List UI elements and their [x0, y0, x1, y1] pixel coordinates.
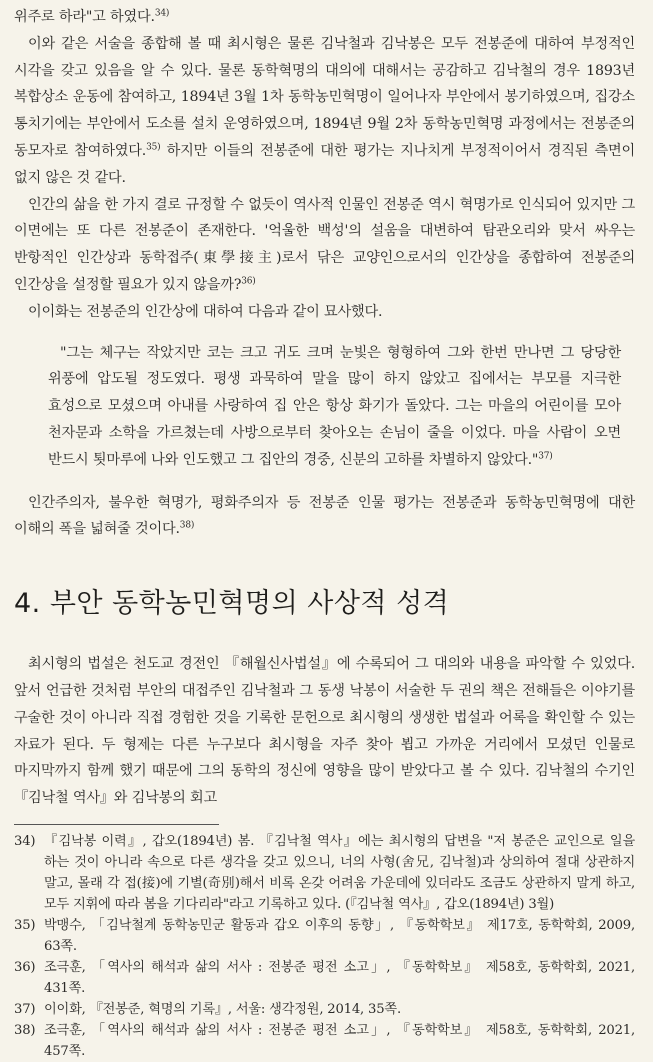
footnote-text: 박맹수, 「김낙철계 동학농민군 활동과 갑오 이후의 동향」, 『동학학보』 제17호, 동학학회, 2009, 63쪽.: [44, 917, 635, 954]
footnote-text: 이이화, 『전봉준, 혁명의 기록』, 서울: 생각정원, 2014, 35쪽.: [44, 1001, 401, 1017]
footnote-ref-34[interactable]: 34): [154, 8, 170, 19]
paragraph-section-4: [14, 651, 635, 812]
paragraph-text: 최시형의 법설은 천도교 경전인 『해월신사법설』에 수록되어 그 대의와 내용을 파악할 수 있었다. 앞서 언급한 것처럼 부안의 대접주인 김낙철과 그 동생 낙봉이 서술한 두 권의 책은 전해들은 이야기를 구술한 것이 아니라 직접 경험한 것을 기록한 문헌으로 최시형의 생생한 법설과 어록을 확인할 수 있는 자료가 된다. 두 형제는 다른 누구보다 최시형을 자주 찾아 뵙고 가까운 거리에서 모셨던 인물로 마지막까지 함께 했기 때문에 그의 동학의 정신에 영향을 많이 받았다고 볼 수 있다. 김낙철의 수기인 『김낙철 역사』와 김낙봉의 회고: [14, 656, 635, 807]
footnote-number: 34): [14, 833, 36, 849]
footnote-number: 38): [14, 1022, 36, 1038]
paragraph-text-tail: 하지만 이들의 전봉준에 대한 평가는 지나치게 부정적이어서 경직된 측면이 없지 않은 것 같다.: [14, 142, 636, 186]
footnote-36: [14, 957, 635, 999]
footnote-35: [14, 915, 635, 957]
footnotes: [14, 831, 635, 1062]
footnote-number: 37): [14, 1001, 36, 1017]
footnote-text: 조극훈, 「역사의 해석과 삶의 서사 : 전봉준 평전 소고」, 『동학학보』 제58호, 동학학회, 2021, 431쪽.: [44, 959, 635, 996]
footnote-ref-36[interactable]: 36): [241, 276, 256, 287]
paragraph-continued: [14, 0, 635, 31]
quote-paragraph: [48, 340, 621, 474]
footnote-text: 『김낙봉 이력』, 갑오(1894년) 봄. 『김낙철 역사』에는 최시형의 답변을 "저 봉준은 교인으로 일을 하는 것이 아니라 속으로 다른 생각을 갖고 있으니, 너의 사형(舍兄, 김낙철)과 상의하여 절대 상관하지 말고, 몰래 각 접(接)에 기별(奇別)해서 비록 온갖 어려움 가운데에 있더라도 조금도 상관하지 말게 하고, 모두 지휘에 따라 봄을 기다리라"라고 기록하고 있다. (『김낙철 역사』, 갑오(1894년) 3월): [44, 833, 635, 912]
block-quote: [14, 340, 635, 474]
footnote-34: [14, 831, 635, 915]
paragraph-human-image: [14, 192, 635, 299]
paragraph-text: 위주로 하라"고 하였다.: [14, 9, 155, 25]
paragraph-intro-quote: [14, 299, 635, 326]
paragraph-text: 이이화는 전봉준의 인간상에 대하여 다음과 같이 묘사했다.: [28, 303, 383, 320]
footnote-number: 36): [14, 959, 36, 975]
paragraph-evaluation: [14, 490, 635, 544]
footnote-number: 35): [14, 917, 36, 933]
paragraph-text: 인간의 삶을 한 가지 결로 규정할 수 없듯이 역사적 인물인 전봉준 역시 혁명가로 인식되어 있지만 그 이면에는 또 다른 전봉준이 존재한다. '억울한 백성'의 설움을 대변하여 탐관오리와 맞서 싸우는 반항적인 인간상과 동학접주(東學接主)로서 닦은 교양인으로서의 인간상을 종합하여 전봉준의 인간상을 설정할 필요가 있지 않을까?: [14, 196, 635, 293]
footnote-divider: [14, 824, 219, 825]
paragraph-text: 인간주의자, 불우한 혁명가, 평화주의자 등 전봉준 인물 평가는 전봉준과 동학농민혁명에 대한 이해의 폭을 넓혀줄 것이다.: [14, 494, 635, 538]
footnote-ref-35[interactable]: 35): [146, 142, 161, 153]
quote-text: "그는 체구는 작았지만 코는 크고 귀도 크며 눈빛은 형형하여 그와 한번 만나면 그 당당한 위풍에 압도될 정도였다. 평생 과묵하여 말을 많이 하지 않았고 집에서는 부모를 지극한 효성으로 모셨으며 아내를 사랑하여 집 안은 항상 화기가 돌았다. 그는 마을의 어린이를 모아 천자문과 소학을 가르쳤는데 사방으로부터 찾아오는 손님이 줄을 이었다. 마을 사람이 오면 반드시 툇마루에 나와 인도했고 그 집안의 경중, 신분의 고하를 차별하지 않았다.": [48, 344, 621, 468]
footnote-ref-38[interactable]: 38): [179, 520, 195, 531]
paragraph-summary: [14, 31, 635, 192]
footnote-37: [14, 999, 635, 1020]
section-heading: 4. 부안 동학농민혁명의 사상적 성격: [14, 588, 450, 620]
footnote-38: [14, 1020, 635, 1062]
footnote-text: 조극훈, 「역사의 해석과 삶의 서사 : 전봉준 평전 소고」, 『동학학보』 제58호, 동학학회, 2021, 457쪽.: [44, 1022, 635, 1059]
paragraph-text: 이와 같은 서술을 종합해 볼 때 최시형은 물론 김낙철과 김낙봉은 모두 전봉준에 대하여 부정적인 시각을 갖고 있음을 알 수 있다. 물론 동학혁명의 대의에 대해서는 공감하고 김낙철의 경우 1893년 복합상소 운동에 참여하고, 1894년 3월 1차 동학농민혁명이 일어나자 부안에서 봉기하였으며, 집강소 통치기에는 부안에서 도소를 설치 운영하였으며, 1894년 9월 2차 동학농민혁명 과정에서는 전봉준의 동모자로 참여하였다.: [14, 35, 635, 159]
footnote-ref-37[interactable]: 37): [538, 451, 553, 462]
